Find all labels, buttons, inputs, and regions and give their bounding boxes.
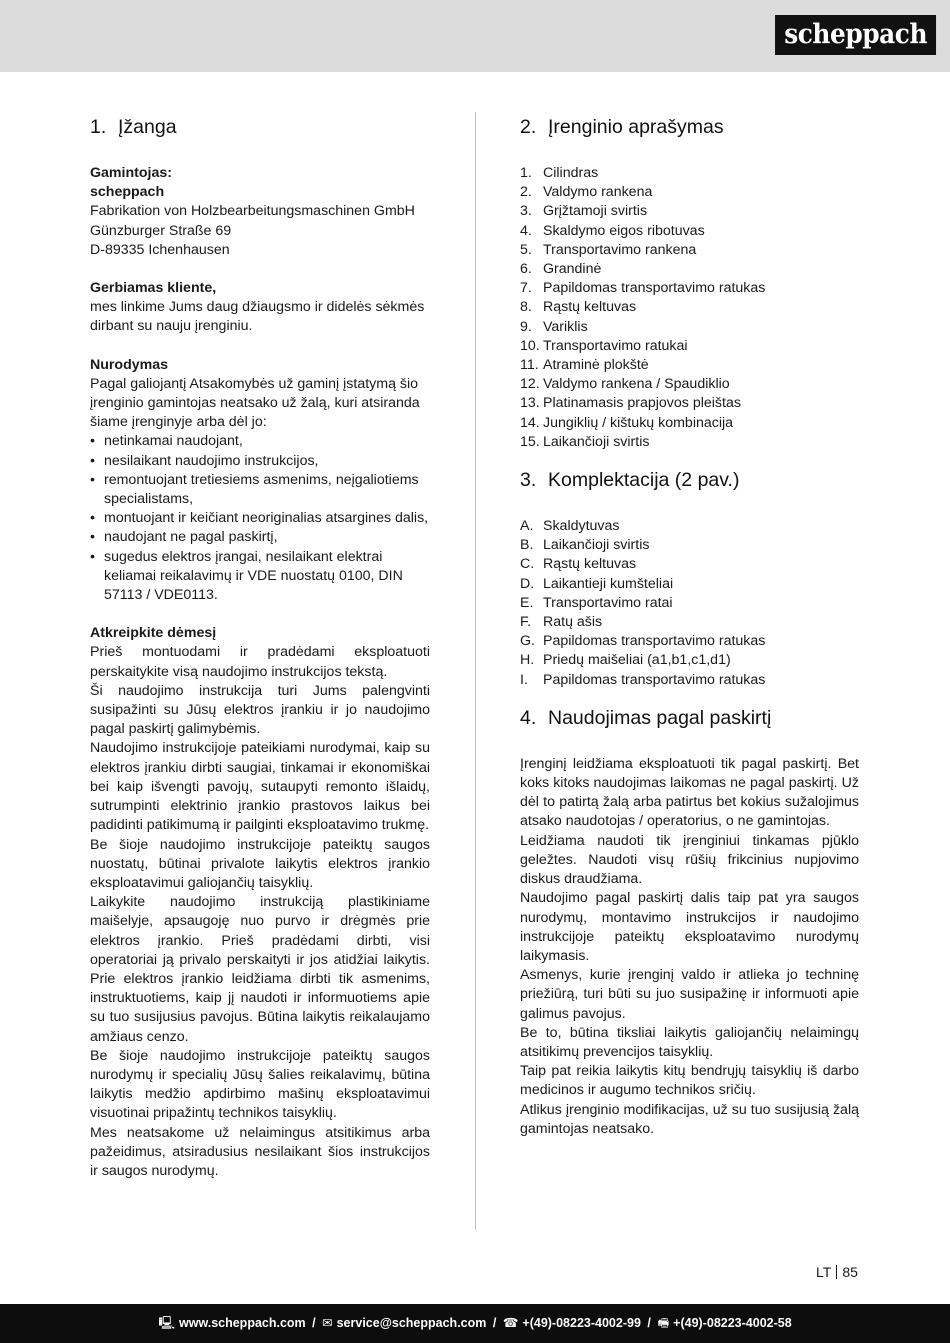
page-number-value: 85 xyxy=(842,1264,858,1280)
list-item: H. Priedų maišeliai (a1,b1,c1,d1) xyxy=(520,652,731,669)
package-contents-list xyxy=(520,517,859,690)
intended-use-paragraph: Asmenys, kurie įrenginį valdo ir atlieka jo techninę priežiūrą, turi būti su juo susipažinę ir informuoti apie galimus pavojus. xyxy=(520,967,859,1022)
section-heading-device-description: 2. Įrenginio aprašymas xyxy=(520,116,724,138)
list-item: I. Papildomas transportavimo ratukas xyxy=(520,671,766,688)
list-item: E. Transportavimo ratai xyxy=(520,594,673,611)
page-number xyxy=(816,1264,858,1280)
email-link[interactable]: service@scheppach.com xyxy=(336,1316,487,1330)
list-item: 2. Valdymo rankena xyxy=(520,184,653,201)
left-column xyxy=(90,114,430,1181)
list-item: 13. Platinamasis prapjovos pleištas xyxy=(520,395,741,412)
list-item: • naudojant ne pagal paskirtį, xyxy=(90,528,430,547)
list-item: 12. Valdymo rankena / Spaudiklio xyxy=(520,376,730,393)
list-item: G. Papildomas transportavimo ratukas xyxy=(520,633,766,650)
attention-paragraph: Ši naudojimo instrukcija turi Jums palengvinti susipažinti su Jūsų elektros įrankiu ir jo naudojimo pagal paskirtį galimybėmis. xyxy=(90,682,430,738)
list-item: 10. Transportavimo ratukai xyxy=(520,337,688,354)
phone-icon: ☎ xyxy=(502,1316,519,1330)
column-divider xyxy=(475,112,476,1230)
list-item: • montuojant ir keičiant neoriginalias atsargines dalis, xyxy=(90,509,430,528)
list-item: 1. Cilindras xyxy=(520,165,599,181)
list-item: C. Rąstų keltuvas xyxy=(520,556,637,573)
address-line: Günzburger Straße 69 xyxy=(90,222,232,239)
section-heading-intended-use: 4. Naudojimas pagal paskirtį xyxy=(520,706,772,729)
intended-use-paragraph: Taip pat reikia laikytis kitų bendrųjų taisyklių iš darbo medicinos ir augumo technikos sričių. xyxy=(520,1063,859,1099)
list-item: 3. Grįžtamoji svirtis xyxy=(520,203,648,220)
attention-title: Atkreipkite dėmesį xyxy=(90,625,217,642)
intended-use-paragraph: Naudojimo pagal paskirtį dalis taip pat yra saugos nurodymų, montavimo instrukcijos ir naudojimo instrukcijoje pateiktų eksploatavimo nurodymų laikymasis. xyxy=(520,890,859,964)
list-item: B. Laikančioji svirtis xyxy=(520,537,650,554)
list-item: A. Skaldytuvas xyxy=(520,518,620,535)
list-item: 4. Skaldymo eigos ribotuvas xyxy=(520,222,705,239)
list-item: • sugedus elektros įrangai, nesilaikant elektrai keliamai reikalavimų ir VDE nuostatų 0100, DIN 57113 / VDE0113. xyxy=(90,548,430,606)
intended-use-paragraph: Atlikus įrenginio modifikacijas, už su tuo susijusią žalą gamintojas neatsako. xyxy=(520,1101,859,1137)
website-link[interactable]: www.scheppach.com xyxy=(179,1316,306,1330)
list-item: • nesilaikant naudojimo instrukcijos, xyxy=(90,452,430,471)
attention-paragraph: Be šioje naudojimo instrukcijoje pateiktų saugos nurodymų ir specialių Jūsų šalies reikalavimų, būtina laikytis medžio apdirbimo mašinų eksploatavimui visuotinai pripažintų technikos taisyklių. xyxy=(90,1047,430,1122)
attention-paragraph: Mes neatsakome už nelaimingus atsitikimus arba pažeidimus, atsiradusius nesilaikant šios instrukcijos ir saugos nurodymų. xyxy=(90,1124,430,1179)
address-line: D-89335 Ichenhausen xyxy=(90,241,230,258)
note-text: Pagal galiojantį Atsakomybės už gaminį įstatymą šio įrenginio gamintojas neatsako už žalą, kuri atsiranda šiame įrenginyje arba dėl jo: xyxy=(90,375,420,431)
header-bar xyxy=(0,0,950,72)
attention-paragraph: Naudojimo instrukcijoje pateikiami nurodymai, kaip su elektros įrankiu dirbti saugiai, tinkamai ir ekonomiškai bei kaip išvengti pavojų, sutaupyti remonto išlaidų, sutrumpinti elektrinio įrankio prastovos laikus bei padidinti patikimumą ir pailginti eksploatavimo trukmę. xyxy=(90,740,430,834)
right-column xyxy=(520,114,859,1139)
note-title: Nurodymas xyxy=(90,356,169,373)
list-item: 9. Variklis xyxy=(520,318,588,335)
list-item: 15. Laikančioji svirtis xyxy=(520,433,650,450)
intended-use-paragraph: Leidžiama naudoti tik įrenginiui tinkamas pjūklo geležtes. Naudoti visų rūšių frikcinius nupjovimo diskus draudžiama. xyxy=(520,832,859,888)
fax-number: +(49)-08223-4002-58 xyxy=(673,1316,792,1330)
list-item: 14. Jungiklių / kištukų kombinacija xyxy=(520,414,734,431)
list-item: 11. Atraminė plokštė xyxy=(520,357,649,374)
list-item: 8. Rąstų keltuvas xyxy=(520,299,637,316)
manufacturer-name: scheppach xyxy=(90,184,165,201)
greeting-text: mes linkime Jums daug džiaugsmo ir didelės sėkmės dirbant su nauju įrenginiu. xyxy=(90,299,425,335)
section-heading-package-contents: 3. Komplektacija (2 pav.) xyxy=(520,469,740,492)
list-item: 6. Grandinė xyxy=(520,261,602,278)
attention-paragraph: Be šioje naudojimo instrukcijoje pateiktų saugos nuostatų, būtinai privalote laikytis elektros įrankio eksploatavimui galiojančių taisyklių. xyxy=(90,836,430,891)
intended-use-paragraph: Be to, būtina tiksliai laikytis galiojančių nelaimingų atsitikimų prevencijos taisyklių. xyxy=(520,1024,859,1060)
email-icon: ✉ xyxy=(322,1316,333,1330)
scheppach-logo: scheppach xyxy=(775,15,936,55)
phone-number: +(49)-08223-4002-99 xyxy=(522,1316,641,1330)
fax-icon: 🖷 xyxy=(657,1316,670,1330)
footer-bar: 🖳 www.scheppach.com / ✉ service@scheppach.com / ☎ +(49)-08223-4002-99 / 🖷 +(49)-08223-4002-58 xyxy=(0,1304,950,1343)
computer-icon: 🖳 xyxy=(158,1316,176,1330)
list-item: D. Laikantieji kumšteliai xyxy=(520,575,674,592)
intended-use-paragraph: Įrenginį leidžiama eksploatuoti tik pagal paskirtį. Bet koks kitoks naudojimas laikomas ne pagal paskirtį. Už dėl to patirtą žalą arba patirtus bet kokius sužalojimus atsako naudotojas / operatorius, o ne gamintojas. xyxy=(520,755,859,830)
attention-paragraph: Prieš montuodami ir pradėdami eksploatuoti perskaitykite visą naudojimo instrukcijos tekstą. xyxy=(90,644,430,680)
device-parts-list xyxy=(520,164,859,452)
list-item: F. Ratų ašis xyxy=(520,614,603,631)
manufacturer-label: Gamintojas: xyxy=(90,165,172,181)
address-line: Fabrikation von Holzbearbeitungsmaschinen GmbH xyxy=(90,203,415,220)
note-bullet-list xyxy=(90,432,430,605)
list-item: • netinkamai naudojant, xyxy=(90,432,430,451)
greeting-title: Gerbiamas kliente, xyxy=(90,280,217,297)
list-item: • remontuojant tretiesiems asmenims, neįgaliotiems specialistams, xyxy=(90,471,430,509)
list-item: 5. Transportavimo rankena xyxy=(520,241,697,258)
section-heading-introduction: 1. Įžanga xyxy=(90,116,177,138)
attention-paragraph: Laikykite naudojimo instrukciją plastikiniame maišelyje, apsaugoję nuo purvo ir drėgmės prie elektros įrankio. Prieš pradėdami dirbti, visi operatoriai ją privalo perskaityti ir jos atidžiai laikytis. Prie elektros įrankio leidžiama dirbti tik asmenims, instruktuotiems, kaip jį naudoti ir informuotiems apie su tuo susijusius pavojus. Būtina laikytis reikalaujamo amžiaus cenzo. xyxy=(90,894,430,1045)
language-code: LT xyxy=(816,1264,832,1280)
list-item: 7. Papildomas transportavimo ratukas xyxy=(520,280,766,297)
